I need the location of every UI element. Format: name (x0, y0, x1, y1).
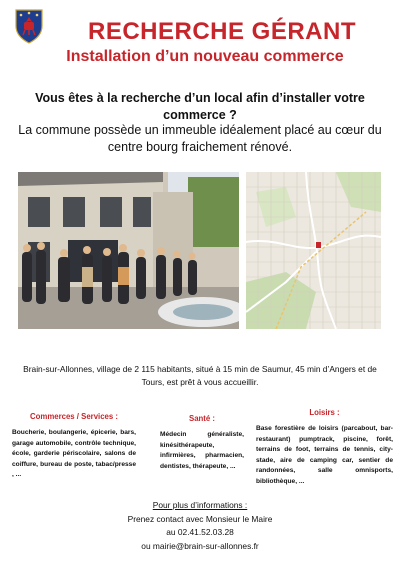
contact-line: Prenez contact avec Monsieur le Maire (127, 513, 273, 524)
more-info-label: Pour plus d’informations : (152, 500, 248, 510)
page-subtitle: Installation d’un nouveau commerce (66, 48, 344, 65)
loisirs-text: Base forestière de loisirs (parcabout, bar-restaurant) pumptrack, piscine, forêt, terrains de foot, terrains de tennis, city-stade, aire de camping car, sentier de randonnées, salle omnisports, bibliothèque, ... (256, 425, 393, 485)
street-photo (18, 172, 239, 329)
village-map (246, 172, 381, 329)
intro-question: Vous êtes à la recherche d’un local afin d’installer votre commerce ? (35, 91, 365, 122)
page-title: RECHERCHE GÉRANT (87, 18, 356, 45)
services-loisirs (256, 408, 393, 487)
intro-description: La commune possède un immeuble idéalement placé au cœur du centre bourg fraichement rénové. (18, 123, 382, 154)
services-sante (160, 414, 244, 472)
contact-phone[interactable]: au 02.41.52.03.28 (166, 527, 234, 537)
village-info: Brain-sur-Allonnes, village de 2 115 habitants, situé à 15 min de Saumur, 45 min d’Angers et de Tours, est prêt à vous accueillir. (23, 364, 377, 387)
contact-block (90, 499, 310, 553)
services-text: Boucherie, boulangerie, épicerie, bars, garage automobile, contrôle technique, école, garderie périscolaire, salons de coiffure, bureau de poste, tabac/presse , ... (12, 429, 136, 478)
contact-email[interactable]: ou mairie@brain-sur-allonnes.fr (141, 540, 259, 551)
sante-text: Médecin généraliste, kinésithérapeute, infirmières, pharmacien, dentistes, thérapeute, ... (160, 431, 244, 470)
coat-of-arms-icon (14, 8, 44, 44)
loisirs-heading: Loisirs : (309, 408, 340, 417)
services-heading: Commerces / Services : (30, 412, 118, 421)
services-commerces (12, 412, 136, 481)
sante-heading: Santé : (189, 414, 215, 423)
